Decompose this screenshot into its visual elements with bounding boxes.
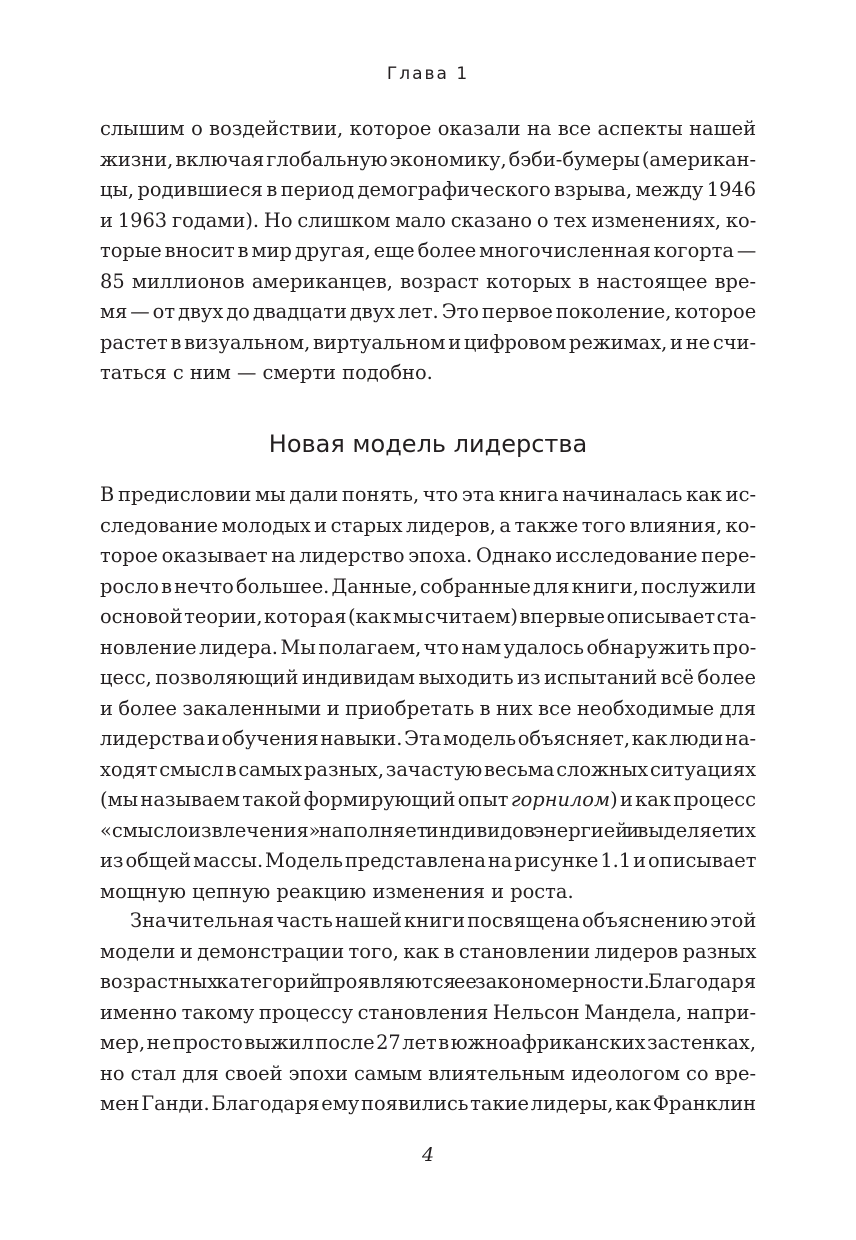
text-line-with-emphasis (100, 785, 756, 816)
text-line: 85 миллионов американцев, возраст которых в настоящее вре- (100, 269, 756, 293)
paragraph-1 (100, 114, 756, 389)
text-line: модели и демонстрации того, как в становлении лидеров разных (100, 939, 757, 963)
text-line: жизни, включая глобальную экономику, бэби-бумеры (американ- (100, 147, 756, 171)
text-line: цесс, позволяющий индивидам выходить из испытаний всё более (100, 666, 756, 689)
text-line: из общей массы. Модель представлена на рисунке 1.1 и описывает (100, 849, 757, 872)
text-line: мер, не просто выжил после 27 лет в южноафриканских застенках, (100, 1031, 756, 1054)
text-line: мощную цепную реакцию изменения и роста. (100, 879, 574, 903)
text-line: мен Ганди. Благодаря ему появились такие лидеры, как Франклин (100, 1092, 757, 1115)
text-line: следование молодых и старых лидеров, а также того влияния, ко- (100, 513, 756, 537)
text-line: именно такому процессу становления Нельсон Мандела, напри- (100, 1000, 756, 1024)
text-line: «смыслоизвлечения» наполняет индивидов энергией и выделяет их (100, 818, 756, 842)
text-line: и более закаленными и приобретать в них все необходимые для (100, 696, 756, 720)
text-line: торые вносит в мир другая, еще более многочисленная когорта — (100, 239, 757, 262)
text-line: торое оказывает на лидерство эпоха. Однако исследование пере- (100, 544, 756, 567)
text-line: цы, родившиеся в период демографического взрыва, между 1946 (100, 178, 757, 201)
text-line: и 1963 годами). Но слишком мало сказано о тех изменениях, ко- (100, 208, 757, 232)
emphasized-term: горнилом (510, 788, 611, 811)
running-head: Глава 1 (386, 64, 470, 84)
text-line: лидерства и обучения навыки. Эта модель объясняет, как люди на- (100, 727, 757, 750)
text-fragment: ) и как процесс (610, 788, 756, 811)
text-line: мя — от двух до двадцати двух лет. Это первое поколение, которое (100, 300, 757, 323)
text-line: таться с ним — смерти подобно. (100, 361, 433, 384)
text-line: В предисловии мы дали понять, что эта книга начиналась как ис- (100, 483, 756, 506)
text-line: возрастных категорий проявляются ее закономерности. Благодаря (100, 970, 757, 993)
page-number: 4 (421, 1144, 435, 1166)
text-line: растет в визуальном, виртуальном и цифровом режимах, и не счи- (100, 330, 756, 354)
text-line: слышим о воздействии, которое оказали на все аспекты нашей (100, 117, 756, 140)
text-line: основой теории, которая (как мы считаем) впервые описывает ста- (100, 605, 757, 628)
text-line: ходят смысл в самых разных, зачастую весьма сложных ситуациях (100, 757, 757, 781)
paragraph-2 (100, 480, 756, 907)
text-line: росло в нечто большее. Данные, собранные для книги, послужили (100, 574, 757, 598)
text-line: но стал для своей эпохи самым влиятельным идеологом со вре- (100, 1061, 756, 1085)
paragraph-3 (100, 906, 756, 1120)
section-heading: Новая модель лидерства (268, 430, 588, 458)
text-line: Значительная часть нашей книги посвящена объяснению этой (130, 909, 757, 932)
text-line: новление лидера. Мы полагаем, что нам удалось обнаружить про- (100, 635, 757, 659)
text-fragment: (мы называем такой формирующий опыт (100, 788, 511, 811)
